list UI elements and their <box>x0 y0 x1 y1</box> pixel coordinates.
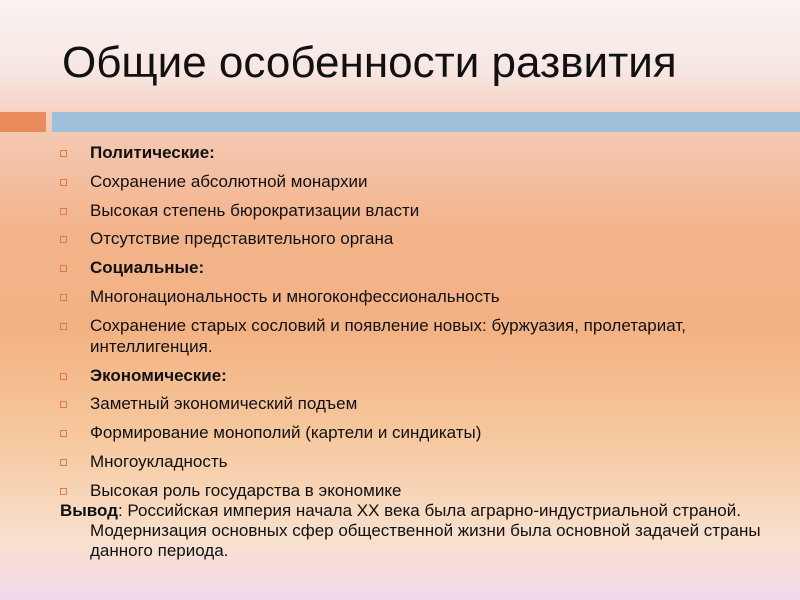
title-divider-bar <box>52 112 800 132</box>
list-item-text: Политические: <box>90 143 215 162</box>
list-item-text: Высокая степень бюрократизации власти <box>90 200 420 220</box>
conclusion-paragraph <box>60 501 770 561</box>
list-item <box>60 422 760 443</box>
list-item <box>60 286 760 307</box>
section-heading <box>60 365 760 386</box>
list-item-text: Многонациональность и многоконфессиональность <box>90 286 500 306</box>
bullet-list <box>60 142 760 509</box>
hollow-square-bullet-icon <box>60 265 67 272</box>
conclusion-label: Вывод <box>60 501 118 520</box>
hollow-square-bullet-icon <box>60 373 67 380</box>
hollow-square-bullet-icon <box>60 294 67 301</box>
hollow-square-bullet-icon <box>60 488 67 495</box>
list-item-text: Высокая роль государства в экономике <box>90 480 402 500</box>
list-item-text: Экономические: <box>90 365 227 385</box>
hollow-square-bullet-icon <box>60 401 67 408</box>
hollow-square-bullet-icon <box>60 459 67 466</box>
hollow-square-bullet-icon <box>60 323 67 330</box>
section-heading <box>60 142 760 163</box>
list-item-text: Социальные: <box>90 258 205 278</box>
list-item-text: Сохранение старых сословий и появление новых: буржуазия, пролетариат, интеллигенция. <box>90 315 686 356</box>
hollow-square-bullet-icon <box>60 430 67 437</box>
list-item <box>60 315 760 357</box>
hollow-square-bullet-icon <box>60 150 67 157</box>
list-item <box>60 171 760 192</box>
hollow-square-bullet-icon <box>60 179 67 186</box>
hollow-square-bullet-icon <box>60 236 67 243</box>
list-item-text: Заметный экономический подъем <box>90 394 358 414</box>
hollow-square-bullet-icon <box>60 208 67 215</box>
list-item-text: Отсутствие представительного органа <box>90 229 394 249</box>
conclusion-text: : Российская империя начала XX века была аграрно-индустриальной страной. Модернизация основных сфер общественной жизни была основной задачей страны данного периода. <box>90 501 761 560</box>
list-item-text: Сохранение абсолютной монархии <box>90 171 368 191</box>
list-item-text: Формирование монополий (картели и синдикаты) <box>90 423 482 443</box>
list-item-text: Многоукладность <box>90 451 228 471</box>
list-item <box>60 393 760 414</box>
list-item <box>60 228 760 249</box>
slide-title: Общие особенности развития <box>62 38 677 87</box>
section-heading <box>60 257 760 278</box>
list-item <box>60 480 760 501</box>
list-item <box>60 451 760 472</box>
title-divider-accent <box>0 112 46 132</box>
list-item <box>60 200 760 221</box>
